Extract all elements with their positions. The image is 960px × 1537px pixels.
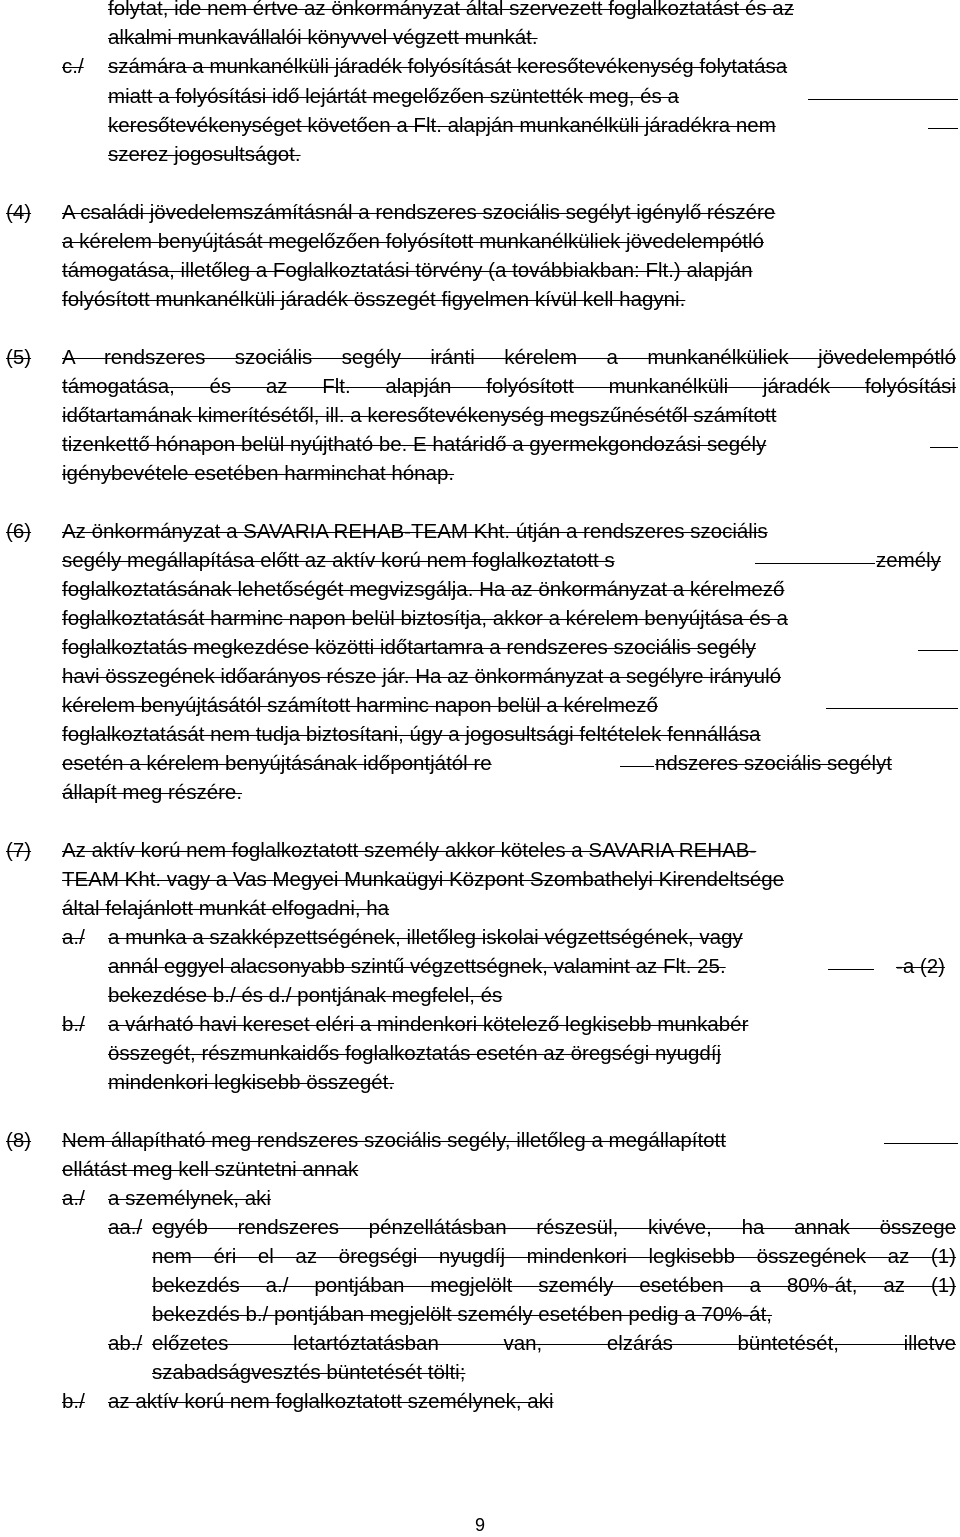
strike-rule (826, 708, 958, 709)
strike-rule (808, 99, 958, 100)
text-line: TEAM Kht. vagy a Vas Megyei Munkaügyi Központ Szombathelyi Kirendeltsége (62, 868, 785, 891)
text-line: Az aktív korú nem foglalkoztatott személy akkor köteles a SAVARIA REHAB- (62, 839, 757, 862)
text-line: a kérelem benyújtását megelőzően folyósított munkanélküliek jövedelempótló (62, 230, 764, 253)
text-line: egyéb rendszeres pénzellátásban részesül, kivéve, ha annak összege (152, 1216, 956, 1239)
text-line: folytat, ide nem értve az önkormányzat által szervezett foglalkoztatást és az (108, 0, 794, 20)
item-marker: b./ (62, 1013, 85, 1036)
text-line: támogatása, illetőleg a Foglalkoztatási törvény (a továbbiakban: Flt.) alapján (62, 259, 753, 282)
strike-rule (755, 563, 875, 564)
item-marker: aa./ (108, 1216, 143, 1239)
paragraph-number: (8) (6, 1129, 32, 1152)
text-line: foglalkoztatását nem tudja biztosítani, úgy a jogosultsági feltételek fennállása (62, 723, 761, 746)
text-line: tizenkettő hónapon belül nyújtható be. E határidő a gyermekgondozási segély (62, 433, 767, 456)
paragraph-number: (6) (6, 520, 32, 543)
text-line: az aktív korú nem foglalkoztatott személynek, aki (108, 1390, 554, 1413)
text-line: alkalmi munkavállalói könyvvel végzett munkát. (108, 26, 538, 49)
text-line: Az önkormányzat a SAVARIA REHAB-TEAM Kht. útján a rendszeres szociális (62, 520, 768, 543)
item-marker: ab./ (108, 1332, 143, 1355)
text-line: A családi jövedelemszámításnál a rendszeres szociális segélyt igénylő részére (62, 201, 776, 224)
text-line: havi összegének időarányos része jár. Ha az önkormányzat a segélyre irányuló (62, 665, 782, 688)
text-line: időtartamának kimerítésétől, ill. a keresőtevékenység megszűnésétől számított (62, 404, 777, 427)
text-line: szerez jogosultságot. (108, 143, 301, 166)
text-line: a személynek, aki (108, 1187, 271, 1210)
text-line: foglalkoztatását harminc napon belül biztosítja, akkor a kérelem benyújtása és a (62, 607, 788, 630)
text-line: annál eggyel alacsonyabb szintű végzettségnek, valamint az Flt. 25. (108, 955, 726, 978)
item-marker: a./ (62, 1187, 85, 1210)
text-line: ndszeres szociális segélyt (655, 752, 892, 775)
text-line: számára a munkanélküli járadék folyósítását keresőtevékenység folytatása (108, 55, 788, 78)
paragraph-number: (7) (6, 839, 32, 862)
paragraph-number: (4) (6, 201, 32, 224)
text-line: bekezdése b./ és d./ pontjának megfelel, és (108, 984, 503, 1007)
strike-rule (620, 766, 654, 767)
text-line: -a (2) (896, 955, 945, 978)
text-line: Nem állapítható meg rendszeres szociális segély, illetőleg a megállapított (62, 1129, 726, 1152)
page-number: 9 (474, 1515, 485, 1535)
item-marker: c./ (62, 55, 84, 78)
item-marker: a./ (62, 926, 85, 949)
text-line: szabadságvesztés büntetését tölti; (152, 1361, 466, 1384)
text-line: állapít meg részére. (62, 781, 243, 804)
paragraph-number: (5) (6, 346, 32, 369)
text-line: foglalkoztatásának lehetőségét megvizsgálja. Ha az önkormányzat a kérelmező (62, 578, 785, 601)
text-line: bekezdés a./ pontjában megjelölt személy esetében a 80%-át, az (1) (152, 1274, 956, 1297)
text-line: a várható havi kereset eléri a mindenkori kötelező legkisebb munkabér (108, 1013, 749, 1036)
text-line: foglalkoztatás megkezdése közötti időtartamra a rendszeres szociális segély (62, 636, 756, 659)
text-line: igénybevétele esetében harminchat hónap. (62, 462, 455, 485)
text-line: nem éri el az öregségi nyugdíj mindenkori legkisebb összegének az (1) (152, 1245, 956, 1268)
strike-rule (928, 128, 958, 129)
text-line: ellátást meg kell szüntetni annak (62, 1158, 359, 1181)
text-line: a munka a szakképzettségének, illetőleg iskolai végzettségének, vagy (108, 926, 743, 949)
text-line: segély megállapítása előtt az aktív korú nem foglalkoztatott s (62, 549, 615, 572)
text-line: támogatása, és az Flt. alapján folyósított munkanélküli járadék folyósítási (62, 375, 956, 398)
text-line: által felajánlott munkát elfogadni, ha (62, 897, 390, 920)
text-line: keresőtevékenységet követően a Flt. alapján munkanélküli járadékra nem (108, 114, 776, 137)
text-line: miatt a folyósítási idő lejártát megelőzően szüntették meg, és a (108, 85, 679, 108)
text-line: esetén a kérelem benyújtásának időpontjától re (62, 752, 492, 775)
strike-rule (884, 1143, 958, 1144)
text-line: bekezdés b./ pontjában megjelölt személy esetében pedig a 70%-át, (152, 1303, 772, 1326)
text-line: kérelem benyújtásától számított harminc napon belül a kérelmező (62, 694, 658, 717)
text-line: előzetes letartóztatásban van, elzárás büntetését, illetve (152, 1332, 956, 1355)
text-line: folyósított munkanélküli járadék összegét figyelmen kívül kell hagyni. (62, 288, 686, 311)
strike-rule (828, 969, 874, 970)
text-line: A rendszeres szociális segély iránti kérelem a munkanélküliek jövedelempótló (62, 346, 956, 369)
text-line: zemély (876, 549, 941, 572)
item-marker: b./ (62, 1390, 85, 1413)
text-line: mindenkori legkisebb összegét. (108, 1071, 395, 1094)
text-line: összegét, részmunkaidős foglalkoztatás esetén az öregségi nyugdíj (108, 1042, 722, 1065)
strike-rule (918, 650, 958, 651)
strike-rule (930, 447, 958, 448)
